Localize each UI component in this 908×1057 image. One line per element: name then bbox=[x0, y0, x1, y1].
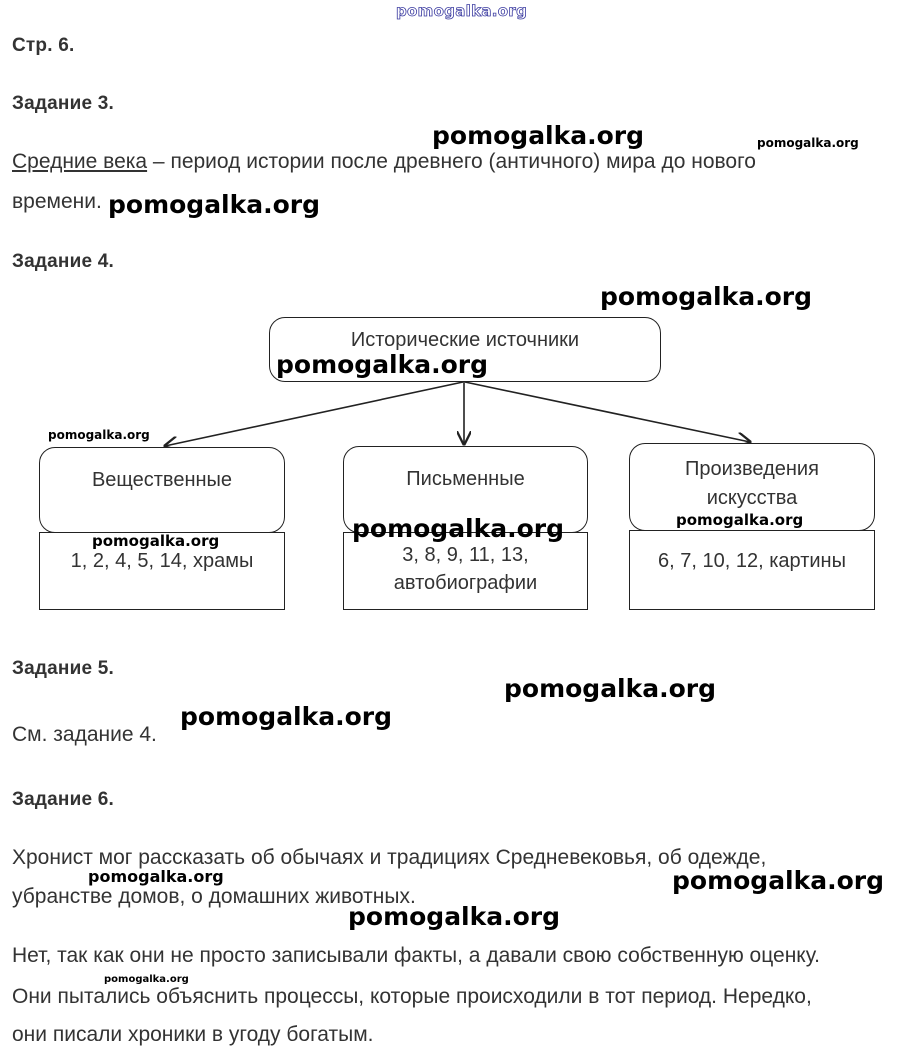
arrow-to-material bbox=[165, 382, 463, 446]
task3-definition-line2: времени. bbox=[12, 190, 102, 213]
category-material-items: 1, 2, 4, 5, 14, храмы bbox=[70, 550, 254, 572]
watermark: pomogalka.org bbox=[88, 867, 224, 886]
task4-heading: Задание 4. bbox=[12, 251, 114, 272]
watermark: pomogalka.org bbox=[432, 121, 645, 150]
definition-text: – период истории после древнего (античного) мира до нового bbox=[147, 150, 756, 173]
watermark: pomogalka.org bbox=[676, 511, 804, 529]
watermark: pomogalka.org bbox=[757, 136, 859, 150]
task6-p1-line2: убранстве домов, о домашних животных. bbox=[12, 885, 416, 908]
task6-p2-line2: Они пытались объяснить процессы, которые происходили в тот период. Нередко, bbox=[12, 985, 812, 1008]
category-written-items-line1: 3, 8, 9, 11, 13, bbox=[402, 544, 529, 566]
task5-heading: Задание 5. bbox=[12, 658, 114, 679]
watermark: pomogalka.org bbox=[352, 514, 565, 543]
watermark: pomogalka.org bbox=[600, 282, 813, 311]
arrow-to-art bbox=[465, 382, 750, 442]
watermark: pomogalka.org bbox=[48, 428, 150, 442]
watermark: pomogalka.org bbox=[348, 902, 561, 931]
watermark: pomogalka.org bbox=[276, 350, 489, 379]
category-material-label: Вещественные bbox=[91, 469, 233, 491]
category-art-items-box bbox=[629, 530, 875, 610]
category-written-items-box bbox=[343, 532, 588, 610]
task6-p2-line3: они писали хроники в угоду богатым. bbox=[12, 1023, 374, 1046]
category-material-box bbox=[39, 447, 285, 533]
page-reference: Стр. 6. bbox=[12, 35, 75, 56]
task6-heading: Задание 6. bbox=[12, 789, 114, 810]
watermark: pomogalka.org bbox=[504, 674, 717, 703]
category-art-items: 6, 7, 10, 12, картины bbox=[658, 550, 846, 572]
category-art-label-line2: искусства bbox=[706, 487, 798, 509]
top-watermark: pomogalka.org bbox=[396, 2, 528, 20]
task5-text: См. задание 4. bbox=[12, 723, 157, 746]
diagram-root-label: Исторические источники bbox=[350, 329, 580, 351]
watermark: pomogalka.org bbox=[92, 532, 220, 550]
term-middle-ages: Средние века bbox=[12, 150, 148, 173]
task6-p2-line1: Нет, так как они не просто записывали факты, а давали свою собственную оценку. bbox=[12, 944, 820, 967]
task3-heading: Задание 3. bbox=[12, 93, 114, 114]
watermark: pomogalka.org bbox=[104, 974, 189, 985]
watermark: pomogalka.org bbox=[672, 866, 885, 895]
task6-p1-line1: Хронист мог рассказать об обычаях и традициях Средневековья, об одежде, bbox=[12, 846, 767, 869]
category-written-label: Письменные bbox=[406, 468, 525, 490]
category-written-items-line2: автобиографии bbox=[393, 572, 538, 594]
category-art-label-line1: Произведения bbox=[685, 458, 819, 480]
watermark: pomogalka.org bbox=[108, 190, 321, 219]
watermark: pomogalka.org bbox=[180, 702, 393, 731]
